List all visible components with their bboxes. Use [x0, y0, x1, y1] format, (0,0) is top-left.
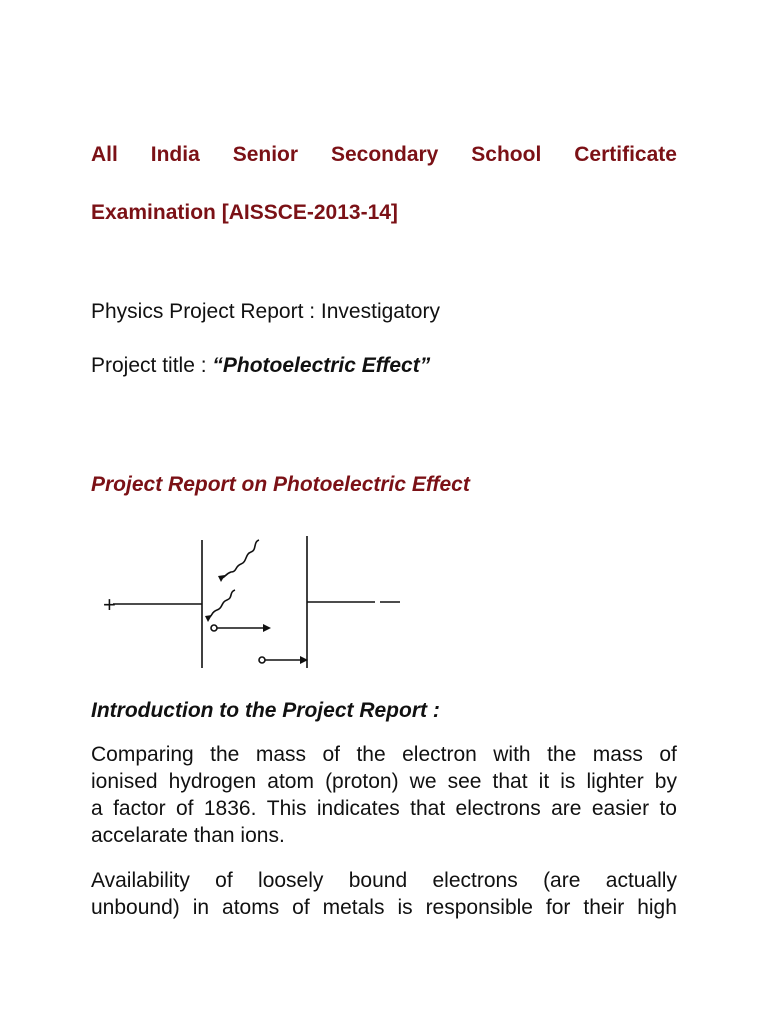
- plus-sign: +: [103, 592, 116, 617]
- word: of: [215, 869, 233, 892]
- word: atom: [267, 770, 314, 793]
- paragraph-line: [91, 822, 677, 849]
- word: lighter: [586, 770, 644, 793]
- word: the: [210, 743, 240, 766]
- word: that: [492, 770, 528, 793]
- intro-heading: Introduction to the Project Report :: [91, 699, 440, 722]
- project-title-value: “Photoelectric Effect”: [212, 354, 431, 377]
- word: the: [356, 743, 386, 766]
- word: we: [409, 770, 437, 793]
- word: easier: [591, 797, 650, 820]
- word: are: [551, 797, 582, 820]
- word: in: [192, 896, 210, 919]
- word: accelarate than ions.: [91, 824, 285, 847]
- project-title-label: Project title :: [91, 354, 213, 377]
- heading-word: Secondary: [330, 143, 439, 166]
- word: of: [659, 743, 677, 766]
- word: with: [493, 743, 531, 766]
- word: mass: [592, 743, 643, 766]
- light-ray-lower-arrow: [205, 615, 212, 622]
- word: electrons: [432, 869, 518, 892]
- word: of: [322, 743, 340, 766]
- word: of: [175, 797, 194, 820]
- heading-word: Senior: [232, 143, 299, 166]
- word: bound: [348, 869, 408, 892]
- section-title: Project Report on Photoelectric Effect: [91, 473, 470, 496]
- electron-1: [211, 625, 217, 631]
- word: 1836.: [203, 797, 257, 820]
- word: This: [266, 797, 307, 820]
- word: ionised: [91, 770, 158, 793]
- paragraph-line: [91, 867, 677, 894]
- word: of: [292, 896, 310, 919]
- heading-word: India: [150, 143, 200, 166]
- word: that: [410, 797, 446, 820]
- word: indicates: [316, 797, 400, 820]
- project-title: [91, 354, 430, 378]
- word: for: [545, 896, 571, 919]
- light-ray-upper-arrow: [218, 575, 225, 582]
- light-ray-lower: [208, 590, 235, 618]
- word: to: [659, 797, 677, 820]
- paragraph-line: [91, 894, 677, 921]
- word: see: [447, 770, 482, 793]
- paragraph-line: [91, 741, 677, 768]
- heading-word: All: [91, 143, 118, 166]
- word: electrons: [455, 797, 541, 820]
- paragraph-line: [91, 768, 677, 795]
- word: a: [91, 797, 103, 820]
- word: Comparing: [91, 743, 194, 766]
- light-ray-upper: [221, 540, 259, 578]
- word: electron: [402, 743, 477, 766]
- word: (proton): [325, 770, 399, 793]
- word: the: [547, 743, 577, 766]
- report-type: Physics Project Report : Investigatory: [91, 300, 440, 323]
- word: Availability: [91, 869, 190, 892]
- word: factor: [113, 797, 166, 820]
- heading-word: Certificate: [574, 143, 677, 166]
- word: metals: [322, 896, 385, 919]
- word: actually: [605, 869, 677, 892]
- word: atoms: [222, 896, 280, 919]
- exam-heading-line-2: Examination [AISSCE-2013-14]: [91, 201, 398, 224]
- word: unbound): [91, 896, 180, 919]
- word: mass: [255, 743, 307, 766]
- word: it: [538, 770, 550, 793]
- word: is: [560, 770, 576, 793]
- electron-path-1-arrow: [263, 624, 271, 632]
- word: by: [654, 770, 677, 793]
- intro-paragraph-1: [91, 741, 677, 849]
- word: their: [583, 896, 625, 919]
- intro-paragraph-2: [91, 867, 677, 921]
- exam-heading-line-1: [91, 143, 677, 167]
- paragraph-line: [91, 795, 677, 822]
- word: high: [637, 896, 677, 919]
- word: loosely: [258, 869, 324, 892]
- word: is: [397, 896, 413, 919]
- word: (are: [543, 869, 581, 892]
- word: hydrogen: [168, 770, 257, 793]
- electron-2: [259, 657, 265, 663]
- photoelectric-diagram: [95, 532, 435, 677]
- word: responsible: [425, 896, 533, 919]
- heading-word: School: [471, 143, 542, 166]
